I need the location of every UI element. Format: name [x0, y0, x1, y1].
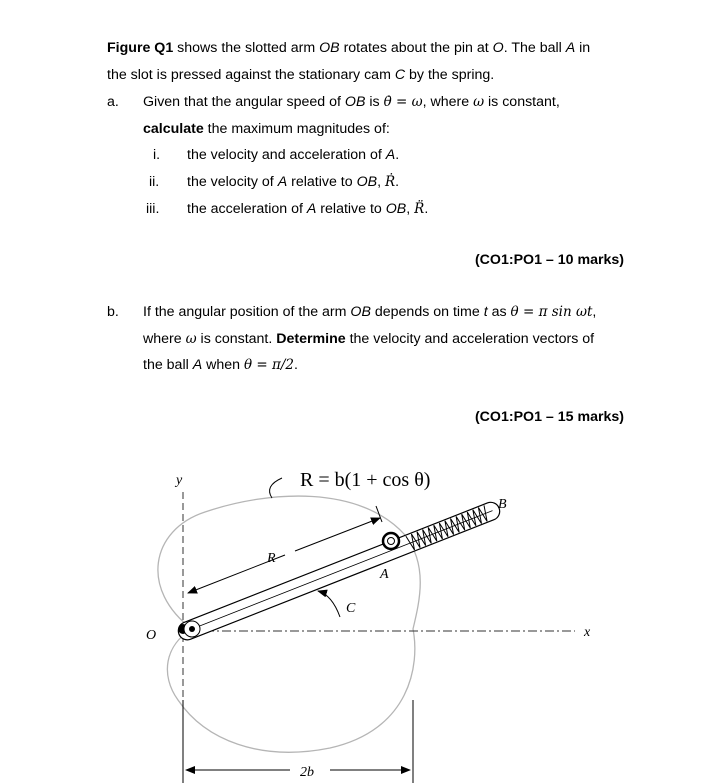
part-a-marks: (CO1:PO1 – 10 marks) — [474, 252, 624, 268]
intro-line-2: the slot is pressed against the stationary cam C by the spring. — [107, 67, 495, 83]
label-o: O — [146, 628, 157, 643]
label-2b: 2b — [300, 765, 314, 780]
theta-dot-equation: θ̇ = ω — [383, 94, 423, 110]
part-a-label: a. — [107, 94, 119, 110]
cam-equation: R = b(1 + cos θ) — [300, 469, 431, 491]
list-item: the velocity and acceleration of A. — [187, 147, 400, 163]
item-number: ii. — [149, 174, 160, 190]
label-a: A — [380, 567, 389, 582]
part-b-line-2: where ω is constant. Determine the velocity and acceleration vectors of — [143, 331, 595, 347]
part-a-line-2: calculate the maximum magnitudes of: — [143, 121, 390, 137]
label-x: x — [584, 625, 591, 640]
theta-value: θ = π/2 — [243, 357, 295, 373]
part-a-line-1: Given that the angular speed of OB is θ̇ = ω, where ω is constant, — [143, 94, 560, 110]
label-y: y — [176, 473, 183, 488]
part-b-marks: (CO1:PO1 – 15 marks) — [474, 409, 624, 425]
part-b-line-3: the ball A when θ = π/2. — [143, 357, 298, 373]
item-number: iii. — [146, 201, 160, 217]
part-b-label: b. — [107, 304, 119, 320]
slotted-arm — [176, 500, 503, 643]
list-item: the velocity of A relative to OB, Ṙ. — [187, 174, 400, 190]
theta-arrow — [318, 591, 340, 617]
label-c: C — [346, 601, 356, 616]
label-r: R — [267, 551, 276, 566]
list-item: the acceleration of A relative to OB, R̈. — [187, 201, 429, 217]
intro-line-1: Figure Q1 shows the slotted arm OB rotates about the pin at O. The ball A in — [107, 40, 591, 56]
part-b-line-1: If the angular position of the arm OB depends on time t as θ = π sin ωt, — [143, 304, 597, 320]
item-number: i. — [153, 147, 161, 163]
theta-time-equation: θ = π sin ωt — [510, 304, 593, 320]
figure-ref: Figure Q1 — [107, 40, 174, 56]
label-b: B — [498, 497, 507, 512]
